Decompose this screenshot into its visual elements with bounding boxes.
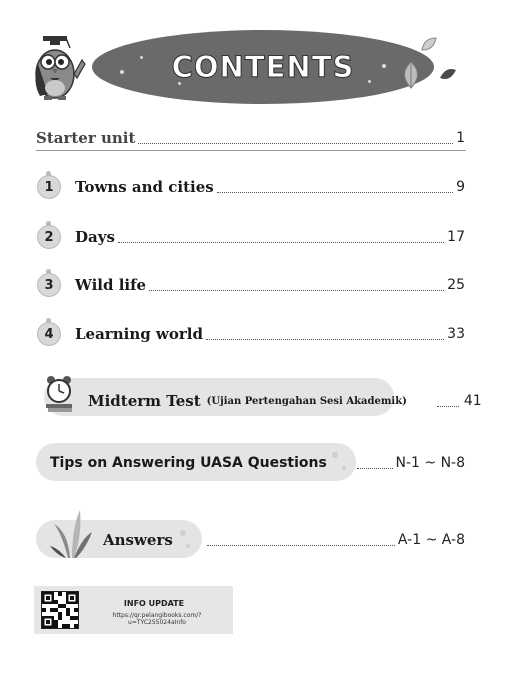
toc-entry-answers[interactable]	[0, 525, 511, 555]
toc-entry-unit-3[interactable]	[0, 270, 511, 300]
toc-entry-page: 33	[447, 326, 465, 342]
toc-entry-label: Tips on Answering UASA Questions	[50, 455, 327, 471]
toc-entry-page: A-1 ~ A-8	[397, 532, 465, 548]
owl-graduate-icon	[30, 34, 90, 106]
dot-leader	[437, 406, 459, 407]
divider	[36, 150, 466, 151]
toc-entry-page: 1	[456, 130, 465, 146]
leaf-icon	[438, 66, 458, 82]
toc-entry-page: 17	[447, 229, 465, 245]
toc-entry-page: 25	[447, 277, 465, 293]
toc-entry-unit-1[interactable]	[0, 172, 511, 202]
toc-entry-page: 9	[456, 179, 465, 195]
dot-leader	[138, 143, 453, 144]
dot-leader	[149, 290, 444, 291]
toc-entry-label: Towns and cities	[75, 178, 214, 196]
page-title: CONTENTS	[171, 50, 355, 84]
unit-number-badge: 2	[37, 225, 61, 249]
info-update-url[interactable]: https://qr.pelangibooks.com/?u=TYC255024aInfo	[112, 612, 202, 626]
unit-number-badge: 3	[37, 273, 61, 297]
qr-code-icon[interactable]	[41, 591, 79, 629]
toc-entry-label: Wild life	[75, 276, 147, 294]
unit-number-badge: 1	[37, 175, 61, 199]
toc-entry-label: Days	[75, 228, 115, 246]
toc-entry-label: Answers	[103, 531, 173, 549]
dot-leader	[217, 192, 453, 193]
leaf-icon	[420, 36, 438, 52]
toc-entry-tips[interactable]	[0, 448, 511, 478]
toc-entry-unit-2[interactable]	[0, 222, 511, 252]
dot-leader	[357, 468, 393, 469]
toc-entry-subtitle: (Ujian Pertengahan Sesi Akademik)	[206, 395, 407, 407]
toc-entry-page: N-1 ~ N-8	[395, 455, 465, 471]
unit-number-badge: 4	[37, 322, 61, 346]
dot-leader	[118, 242, 444, 243]
toc-entry-page: 41	[463, 393, 482, 409]
info-update-title: INFO UPDATE	[123, 599, 185, 608]
dot-leader	[207, 545, 395, 546]
toc-entry-midterm[interactable]	[0, 386, 511, 416]
leaf-icon	[398, 60, 424, 90]
toc-entry-label: Starter unit	[36, 129, 136, 147]
dot-leader	[206, 339, 444, 340]
toc-entry-label: Learning world	[75, 325, 203, 343]
toc-entry-unit-4[interactable]	[0, 319, 511, 349]
toc-entry-starter[interactable]	[0, 123, 511, 153]
toc-entry-label: Midterm Test	[88, 392, 201, 410]
